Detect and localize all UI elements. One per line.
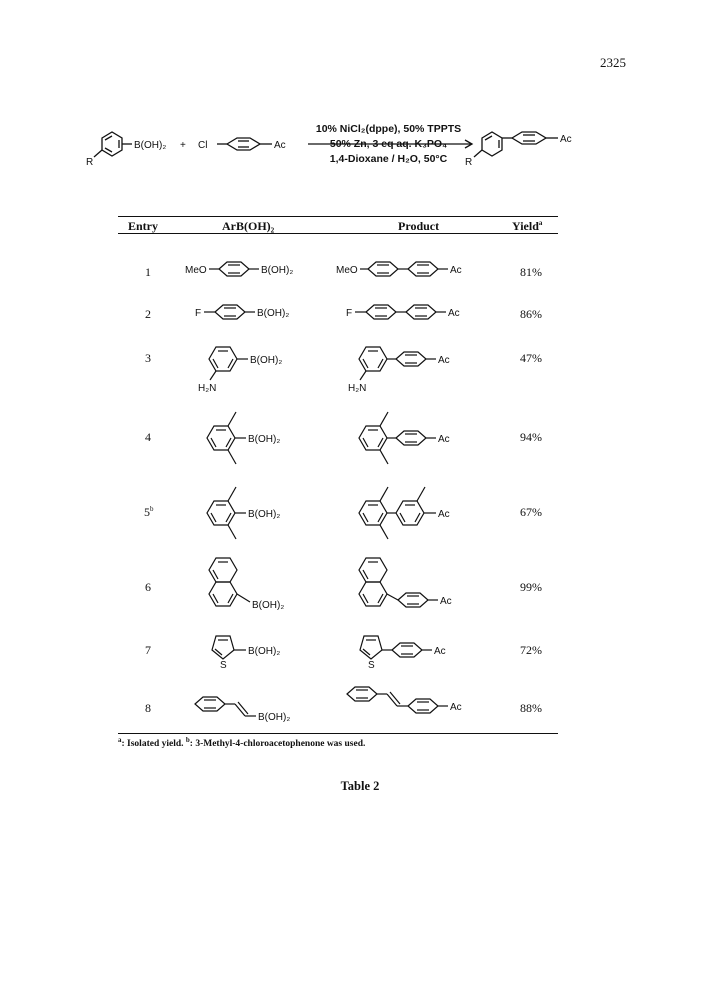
svg-text:F: F xyxy=(195,308,202,319)
row7-arb-structure xyxy=(204,628,324,678)
header-yield: Yield$^a$ xyxy=(512,219,543,233)
row6-arb-structure xyxy=(202,548,332,623)
yield-2: 86% xyxy=(520,307,542,321)
entry-2: 2 xyxy=(145,307,151,321)
entry-6: 6 xyxy=(145,580,151,594)
row5-product-structure xyxy=(352,473,512,558)
entry-5: 5$^b$ xyxy=(144,505,154,519)
table-caption: Table 2 xyxy=(340,779,380,793)
header-entry: Entry xyxy=(128,219,158,233)
row8-product-structure xyxy=(342,680,512,730)
row3-product-structure xyxy=(346,335,506,400)
svg-text:Ac: Ac xyxy=(438,434,450,445)
svg-text:B(OH)₂: B(OH)₂ xyxy=(248,646,281,657)
svg-text:Ac: Ac xyxy=(440,596,452,607)
scheme-product-ac-label: Ac xyxy=(560,134,572,145)
yield-7: 72% xyxy=(520,643,542,657)
entry-1: 1 xyxy=(145,265,151,279)
page-number: 2325 xyxy=(600,55,626,70)
svg-text:H₂N: H₂N xyxy=(198,383,217,394)
svg-text:MeO: MeO xyxy=(336,265,358,276)
scheme-r-label: R xyxy=(86,157,94,168)
entry-4: 4 xyxy=(145,430,151,444)
scheme-plus: + xyxy=(180,140,186,151)
scheme-product-r-label: R xyxy=(465,157,473,168)
svg-text:B(OH)₂: B(OH)₂ xyxy=(258,712,291,723)
svg-text:H₂N: H₂N xyxy=(348,383,367,394)
table-top-rule xyxy=(118,216,558,217)
reaction-conditions xyxy=(306,122,471,167)
table-footnote: $^a$: Isolated yield. $^b$: 3-Methyl-4-chloroacetophenone was used. xyxy=(118,736,366,750)
svg-text:B(OH)₂: B(OH)₂ xyxy=(257,308,290,319)
svg-text:S: S xyxy=(368,660,375,671)
svg-text:Ac: Ac xyxy=(450,265,462,276)
row7-product-structure xyxy=(352,628,502,678)
entry-7: 7 xyxy=(145,643,151,657)
row6-product-structure xyxy=(352,548,512,623)
scheme-boronic-label: B(OH)₂ xyxy=(134,140,167,151)
row2-product-structure xyxy=(346,295,506,334)
row8-arb-structure xyxy=(190,686,330,736)
svg-text:Ac: Ac xyxy=(448,308,460,319)
yield-4: 94% xyxy=(520,430,542,444)
header-product: Product xyxy=(398,219,440,233)
svg-text:Ac: Ac xyxy=(438,355,450,366)
svg-text:Ac: Ac xyxy=(438,509,450,520)
yield-1: 81% xyxy=(520,265,542,279)
scheme-ac-label: Ac xyxy=(274,140,286,151)
table-header-rule xyxy=(118,233,558,234)
condition-line-1: 10% NiCl₂(dppe), 50% TPPTS xyxy=(315,123,462,135)
scheme-cl-label: Cl xyxy=(198,140,208,151)
row1-product-structure xyxy=(336,252,506,291)
svg-text:MeO: MeO xyxy=(185,265,207,276)
svg-text:Ac: Ac xyxy=(434,646,446,657)
condition-line-3: 1,4-Dioxane / H₂O, 50°C xyxy=(329,153,448,165)
row1-arb-structure xyxy=(185,252,335,291)
svg-text:S: S xyxy=(220,660,227,671)
condition-line-2: 50% Zn, 3 eq aq. K₃PO₄ xyxy=(329,138,448,150)
entry-3: 3 xyxy=(145,351,151,365)
yield-6: 99% xyxy=(520,580,542,594)
row4-arb-structure xyxy=(200,398,330,483)
row4-product-structure xyxy=(352,398,512,483)
table-bottom-rule xyxy=(118,733,558,734)
yield-8: 88% xyxy=(520,701,542,715)
header-arb: ArB(OH)₂ xyxy=(222,219,275,233)
svg-text:Ac: Ac xyxy=(450,702,462,713)
row5-arb-structure xyxy=(200,473,330,558)
svg-text:B(OH)₂: B(OH)₂ xyxy=(248,509,281,520)
row3-arb-structure xyxy=(196,335,336,400)
svg-text:B(OH)₂: B(OH)₂ xyxy=(250,355,283,366)
svg-text:B(OH)₂: B(OH)₂ xyxy=(252,600,285,611)
entry-8: 8 xyxy=(145,701,151,715)
svg-text:F: F xyxy=(346,308,353,319)
svg-text:B(OH)₂: B(OH)₂ xyxy=(261,265,294,276)
svg-text:B(OH)₂: B(OH)₂ xyxy=(248,434,281,445)
yield-5: 67% xyxy=(520,505,542,519)
row2-arb-structure xyxy=(195,295,335,334)
yield-3: 47% xyxy=(520,351,542,365)
